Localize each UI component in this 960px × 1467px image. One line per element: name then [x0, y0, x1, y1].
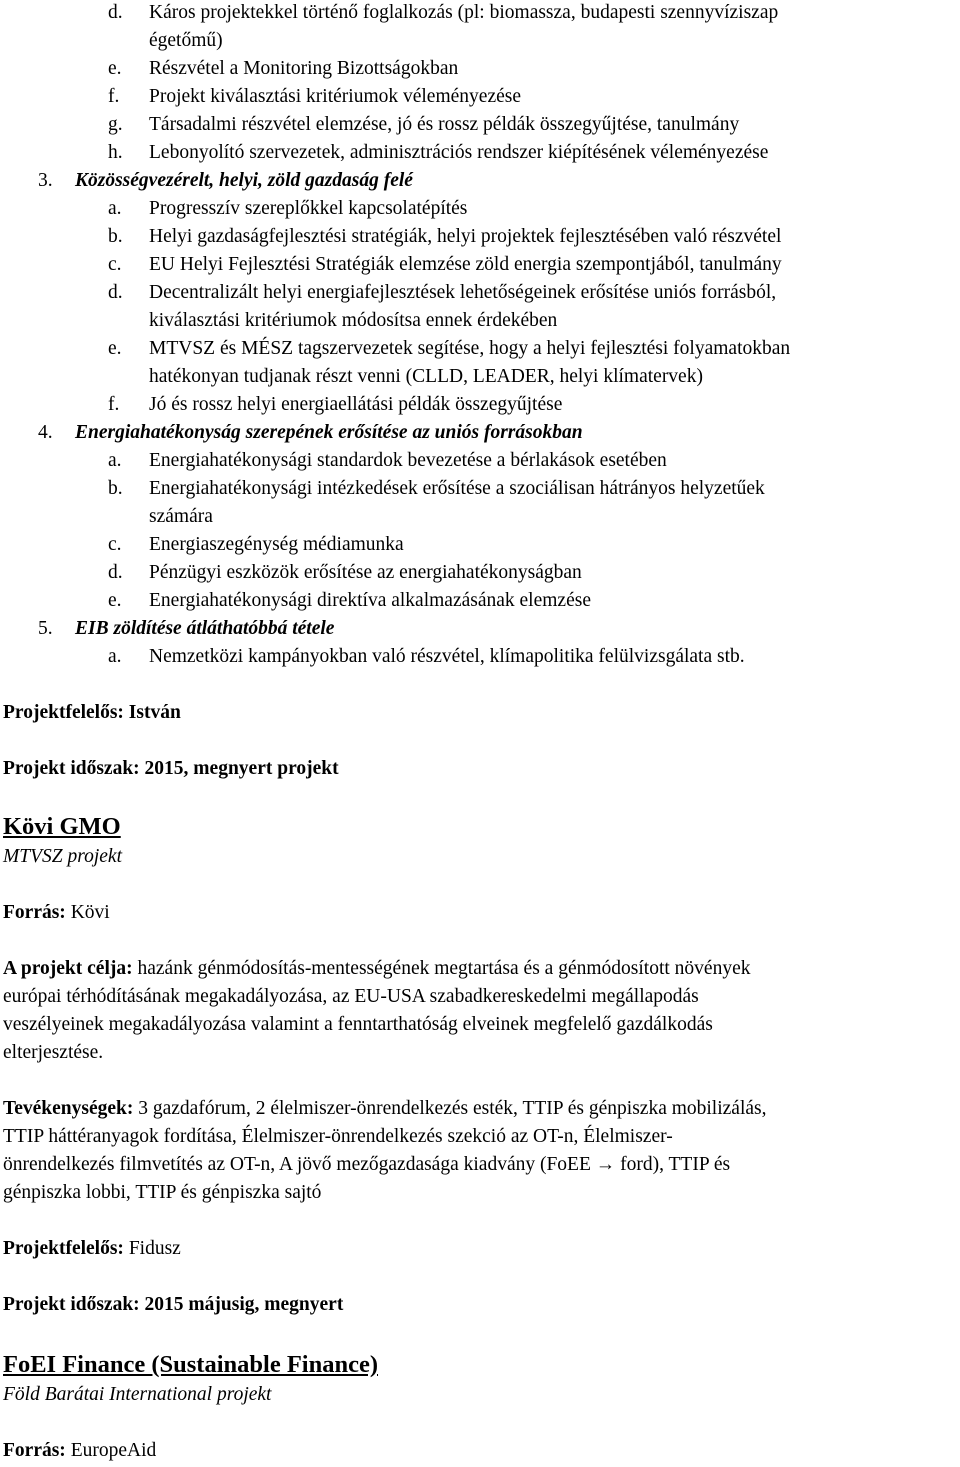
goal-text: európai térhódításának megakadályozása, az EU-USA szabadkereskedelmi megállapodás	[3, 986, 699, 1007]
project-title: Kövi GMO	[3, 813, 121, 840]
goal-label: A projekt célja:	[3, 958, 133, 979]
list-marker: e.	[108, 590, 122, 611]
activities-text: génpiszka lobbi, TTIP és génpiszka sajtó	[3, 1182, 322, 1203]
section-number: 4.	[38, 422, 53, 443]
list-marker: a.	[108, 198, 122, 219]
project-responsible	[3, 1236, 181, 1262]
list-item-text: EU Helyi Fejlesztési Stratégiák elemzése zöld energia szempontjából, tanulmány	[149, 254, 782, 275]
list-marker: a.	[108, 450, 122, 471]
project-source	[3, 900, 110, 926]
list-marker: f.	[108, 86, 120, 107]
list-item-text: számára	[149, 506, 213, 527]
source-value: Kövi	[65, 902, 110, 923]
list-item-text: Energiahatékonysági direktíva alkalmazásának elemzése	[149, 590, 591, 611]
source-label: Forrás:	[3, 902, 66, 923]
list-marker: b.	[108, 478, 123, 499]
list-marker: b.	[108, 226, 123, 247]
list-item-text: Projekt kiválasztási kritériumok véleményezése	[149, 86, 521, 107]
project-subtitle: Föld Barátai International projekt	[3, 1384, 272, 1405]
list-item-text: Társadalmi részvétel elemzése, jó és rossz példák összegyűjtése, tanulmány	[149, 114, 740, 135]
section-heading: EIB zöldítése átláthatóbbá tétele	[75, 618, 335, 639]
list-marker: d.	[108, 282, 123, 303]
list-item-text: Részvétel a Monitoring Bizottságokban	[149, 58, 459, 79]
project-goal-line	[3, 956, 750, 982]
source-value: EuropeAid	[65, 1440, 157, 1461]
section-number: 5.	[38, 618, 53, 639]
list-item-text: égetőmű)	[149, 30, 223, 51]
list-item-text: Jó és rossz helyi energiaellátási példák összegyűjtése	[149, 394, 563, 415]
list-marker: e.	[108, 338, 122, 359]
section-number: 3.	[38, 170, 53, 191]
list-marker: h.	[108, 142, 123, 163]
list-item-text: Progresszív szereplőkkel kapcsolatépítés	[149, 198, 468, 219]
list-marker: d.	[108, 2, 123, 23]
list-item-text: hatékonyan tudjanak részt venni (CLLD, LEADER, helyi klímatervek)	[149, 366, 703, 387]
responsible-value: Fidusz	[123, 1238, 181, 1259]
project-period: Projekt időszak: 2015 májusig, megnyert	[3, 1294, 344, 1315]
list-item-text: Energiahatékonysági intézkedések erősítése a szociálisan hátrányos helyzetűek	[149, 478, 765, 499]
project-responsible: Projektfelelős: István	[3, 702, 181, 723]
project-activities-line	[3, 1096, 767, 1122]
goal-text: hazánk génmódosítás-mentességének megtartása és a génmódosított növények	[132, 958, 751, 979]
section-heading: Energiahatékonyság szerepének erősítése az uniós forrásokban	[75, 422, 583, 443]
list-marker: c.	[108, 254, 122, 275]
project-period: Projekt időszak: 2015, megnyert projekt	[3, 758, 339, 779]
list-item-text: kiválasztási kritériumok módosítsa ennek érdekében	[149, 310, 558, 331]
list-marker: g.	[108, 114, 123, 135]
list-item-text: Pénzügyi eszközök erősítése az energiahatékonyságban	[149, 562, 582, 583]
project-source	[3, 1438, 156, 1464]
list-item-text: Energiahatékonysági standardok bevezetése a bérlakások esetében	[149, 450, 667, 471]
list-item-text: Decentralizált helyi energiafejlesztések lehetőségeinek erősítése uniós forrásból,	[149, 282, 777, 303]
list-item-text: MTVSZ és MÉSZ tagszervezetek segítése, hogy a helyi fejlesztési folyamatokban	[149, 338, 791, 359]
list-item-text: Lebonyolító szervezetek, adminisztrációs rendszer kiépítésének véleményezése	[149, 142, 769, 163]
activities-label: Tevékenységek:	[3, 1098, 134, 1119]
project-title: FoEI Finance (Sustainable Finance)	[3, 1351, 379, 1378]
list-item-text: Nemzetközi kampányokban való részvétel, klímapolitika felülvizsgálata stb.	[149, 646, 745, 667]
list-marker: c.	[108, 534, 122, 555]
project-subtitle: MTVSZ projekt	[3, 846, 122, 867]
activities-text: önrendelkezés filmvetítés az OT-n, A jövő mezőgazdasága kiadvány (FoEE → ford), TTIP és	[3, 1154, 731, 1175]
goal-text: elterjesztése.	[3, 1042, 104, 1063]
source-label: Forrás:	[3, 1440, 66, 1461]
section-heading: Közösségvezérelt, helyi, zöld gazdaság felé	[75, 170, 413, 191]
list-item-text: Helyi gazdaságfejlesztési stratégiák, helyi projektek fejlesztésében való részvétel	[149, 226, 782, 247]
list-item-text: Energiaszegénység médiamunka	[149, 534, 404, 555]
list-marker: a.	[108, 646, 122, 667]
list-marker: e.	[108, 58, 122, 79]
goal-text: veszélyeinek megakadályozása valamint a fenntarthatóság elveinek megfelelő gazdálkodás	[3, 1014, 713, 1035]
responsible-label: Projektfelelős:	[3, 1238, 124, 1259]
activities-text: 3 gazdafórum, 2 élelmiszer-önrendelkezés esték, TTIP és génpiszka mobilizálás,	[133, 1098, 767, 1119]
list-item-text: Káros projektekkel történő foglalkozás (pl: biomassza, budapesti szennyvíziszap	[149, 2, 779, 23]
list-marker: f.	[108, 394, 120, 415]
list-marker: d.	[108, 562, 123, 583]
activities-text: TTIP háttéranyagok fordítása, Élelmiszer-önrendelkezés szekció az OT-n, Élelmiszer-	[3, 1126, 673, 1147]
